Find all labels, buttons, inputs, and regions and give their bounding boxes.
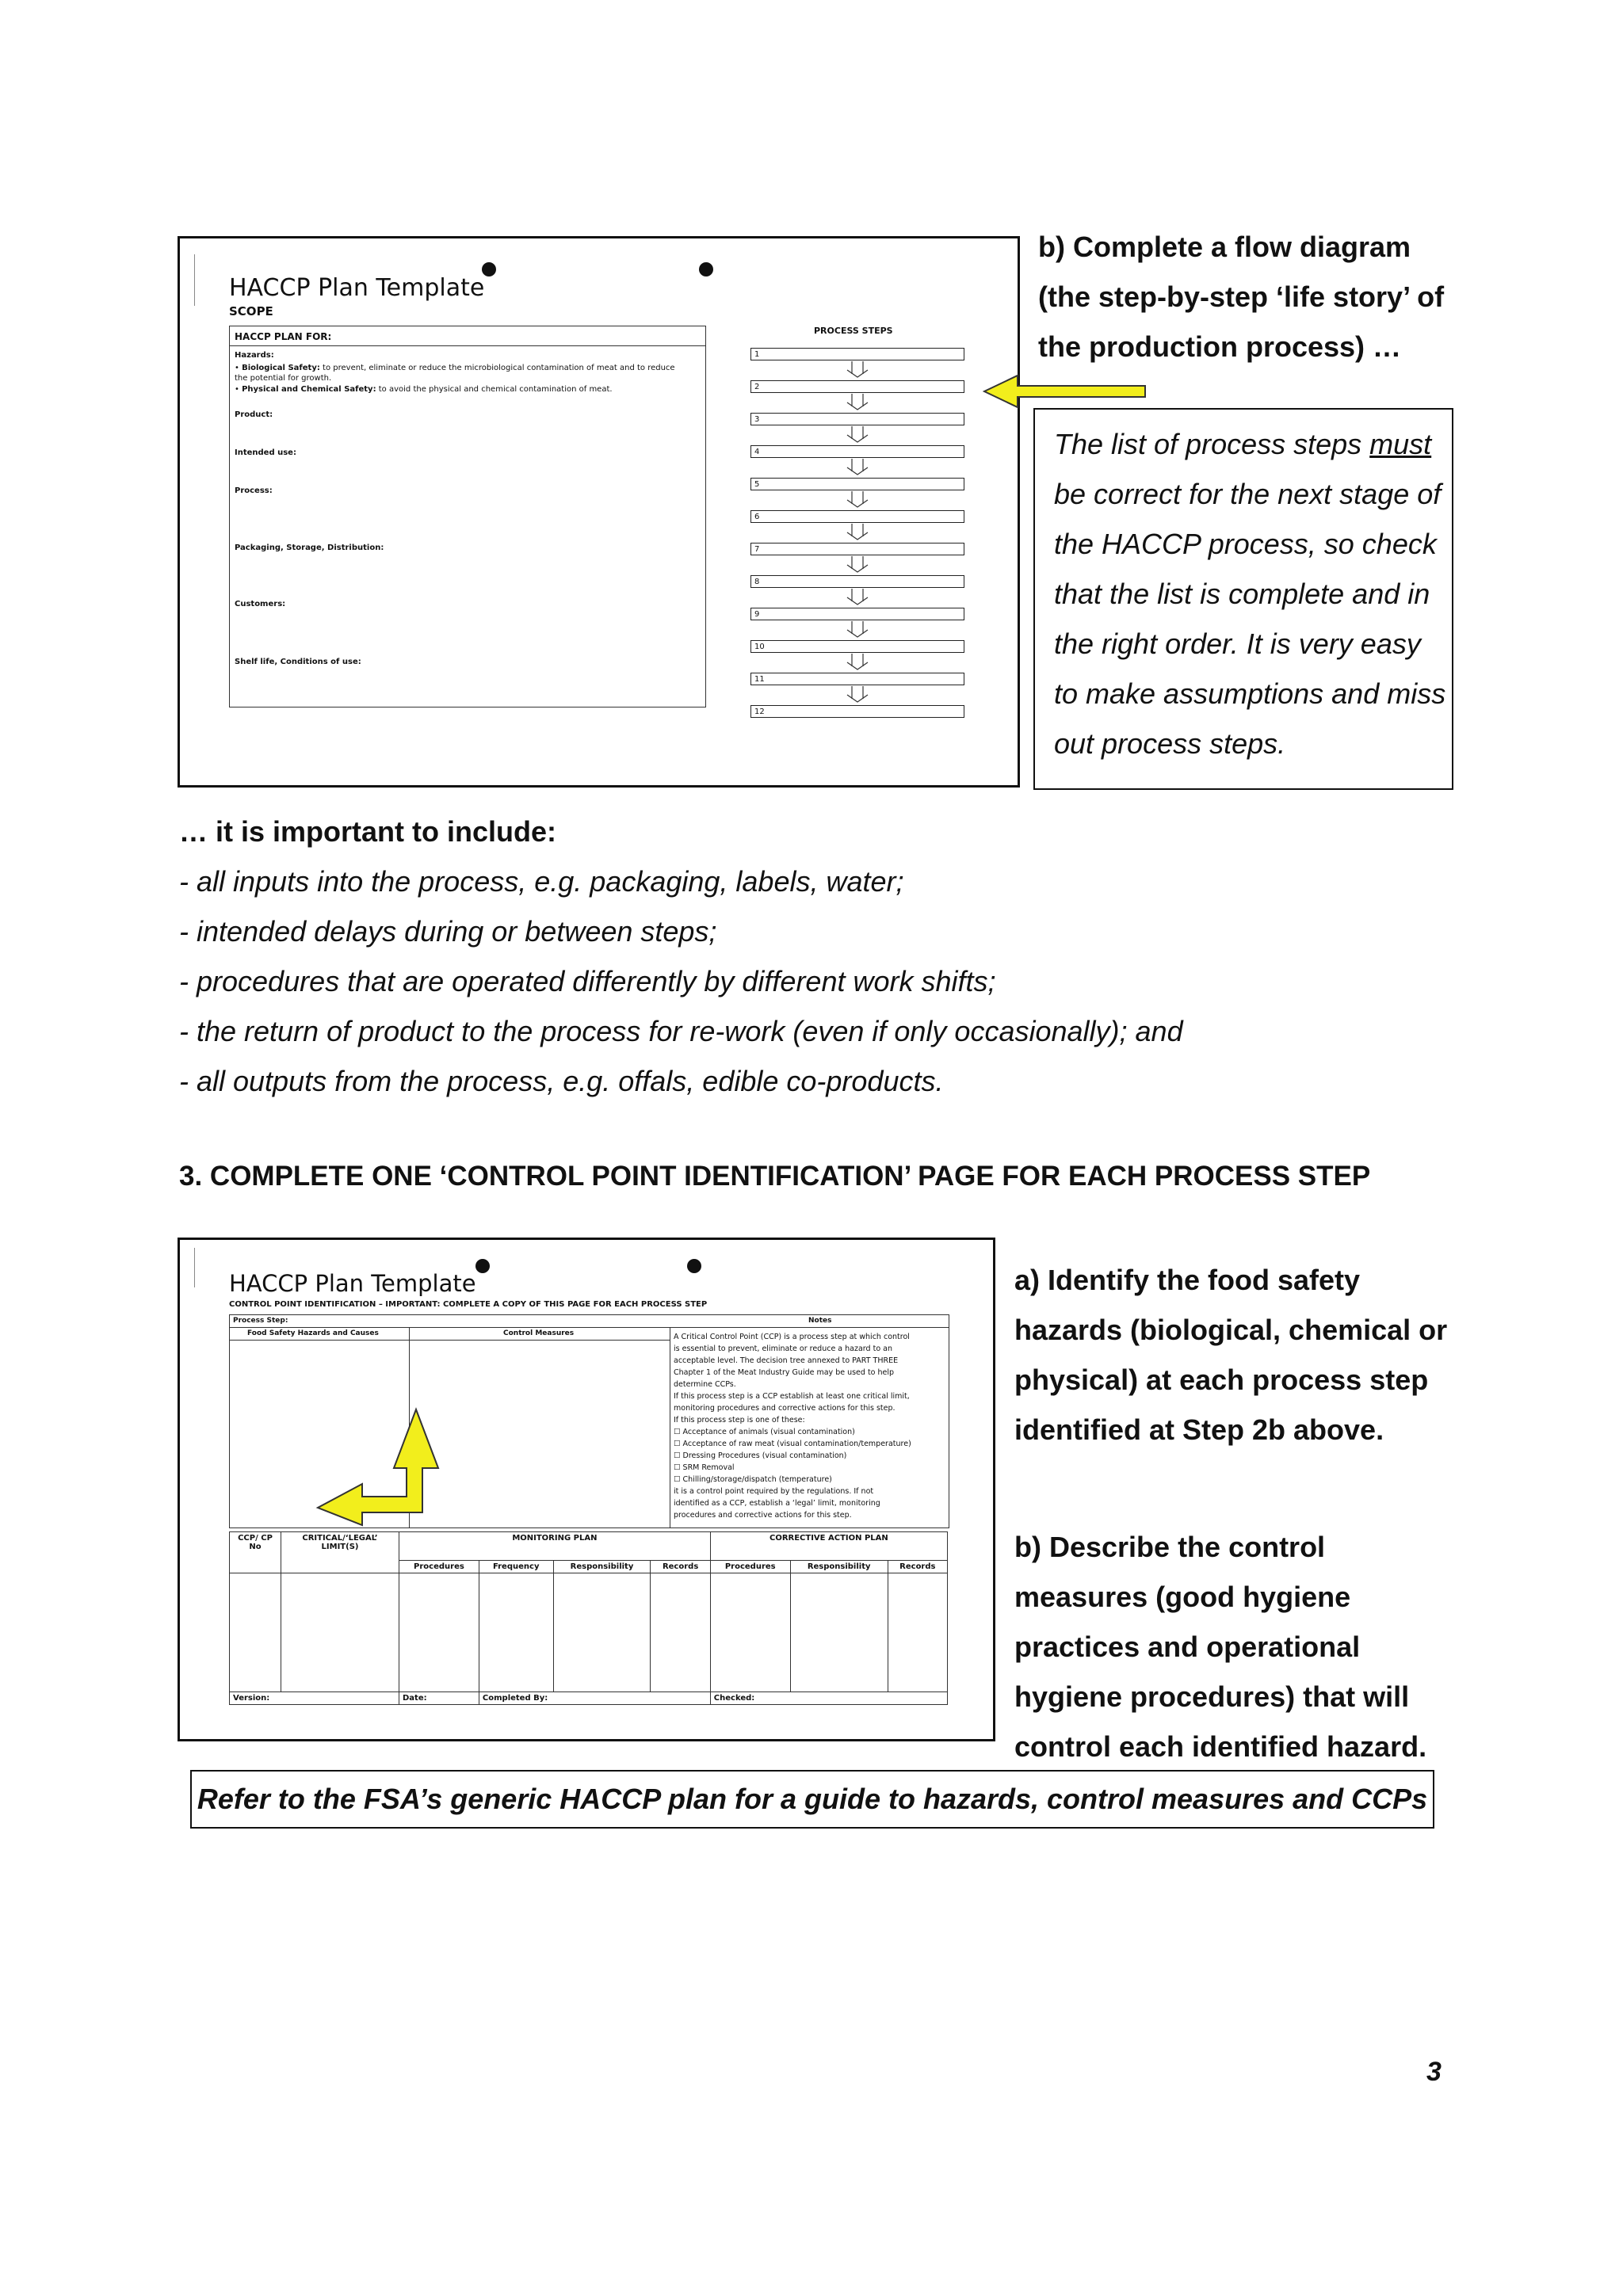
notes-line: If this process step is a CCP establish at least one critical limit, (674, 1392, 910, 1401)
template-title: HACCP Plan Template (229, 1270, 476, 1297)
control-plan-table (229, 1531, 948, 1705)
table-cell (230, 1573, 281, 1692)
hazards-col-header: Food Safety Hazards and Causes (247, 1329, 379, 1337)
process-step-box: 3 (750, 413, 964, 425)
process-steps-list (750, 348, 966, 744)
process-step-box: 6 (750, 510, 964, 523)
heading-line: a) Identify the food safety (1014, 1264, 1361, 1296)
note-line: out process steps. (1054, 727, 1286, 760)
control-point-template-image (178, 1238, 995, 1741)
mon-col-responsibility: Responsibility (553, 1561, 651, 1573)
heading-line: the production process) … (1038, 330, 1402, 363)
notes-line: ☐ Acceptance of raw meat (visual contamination/temperature) (674, 1440, 911, 1448)
notes-line: If this process step is one of these: (674, 1416, 805, 1425)
process-step-box: 4 (750, 445, 964, 458)
corrective-plan-header: CORRECTIVE ACTION PLAN (710, 1532, 947, 1561)
template-title: HACCP Plan Template (229, 274, 485, 302)
table-cell (479, 1573, 553, 1692)
notes-line: Chapter 1 of the Meat Industry Guide may be used to help (674, 1368, 895, 1377)
field-packaging: Packaging, Storage, Distribution: (235, 543, 384, 552)
field-product: Product: (235, 410, 273, 419)
field-intended-use: Intended use: (235, 448, 296, 457)
bullet-text: to avoid the physical and chemical contamination of meat. (378, 385, 613, 394)
mon-col-procedures: Procedures (399, 1561, 479, 1573)
describe-control-heading (1014, 1522, 1617, 1772)
notes-text (674, 1331, 947, 1521)
footer-date: Date: (399, 1692, 479, 1705)
scan-margin-line (194, 1248, 195, 1287)
process-step-box: 1 (750, 348, 964, 360)
identify-hazards-heading (1014, 1255, 1617, 1455)
table-cell (888, 1573, 947, 1692)
process-step-box: 7 (750, 543, 964, 555)
heading-line: practices and operational (1014, 1630, 1361, 1663)
punch-hole (687, 1259, 701, 1273)
note-line: the right order. It is very easy (1054, 627, 1421, 660)
divider (230, 1327, 949, 1328)
table-cell (281, 1573, 399, 1692)
refer-fsa-box (190, 1770, 1434, 1829)
footer-version: Version: (230, 1692, 399, 1705)
heading-line: hygiene procedures) that will (1014, 1680, 1410, 1713)
punch-hole (699, 262, 713, 277)
note-line: be correct for the next stage of (1054, 478, 1442, 510)
include-item: - procedures that are operated differently by different work shifts; (179, 965, 996, 997)
table-cell (399, 1573, 479, 1692)
scope-template-image (178, 236, 1020, 788)
critical-limit-header: CRITICAL/‘LEGAL’ LIMIT(S) (281, 1532, 399, 1573)
notes-line: monitoring procedures and corrective actions for this step. (674, 1404, 896, 1413)
note-line: that the list is complete and in (1054, 578, 1430, 610)
table-cell (710, 1573, 790, 1692)
include-item: - intended delays during or between steps; (179, 915, 717, 948)
divider (230, 345, 705, 346)
heading-line: hazards (biological, chemical or (1014, 1314, 1448, 1346)
include-section (179, 807, 1526, 1106)
cor-col-procedures: Procedures (710, 1561, 790, 1573)
field-process: Process: (235, 486, 273, 495)
must-emphasis: must (1369, 428, 1432, 460)
heading-line: measures (good hygiene (1014, 1581, 1351, 1613)
notes-line: identified as a CCP, establish a ‘legal’ limit, monitoring (674, 1499, 880, 1508)
notes-line: ☐ Chilling/storage/dispatch (temperature) (674, 1475, 832, 1484)
bullet-bold: Biological Safety: (242, 364, 320, 372)
section-3-heading: 3. COMPLETE ONE ‘CONTROL POINT IDENTIFICATION’ PAGE FOR EACH PROCESS STEP (179, 1161, 1371, 1192)
notes-line: ☐ Acceptance of animals (visual contamination) (674, 1428, 855, 1436)
scope-form (229, 326, 706, 707)
hazards-label: Hazards: (235, 351, 274, 360)
bullet-bold: Physical and Chemical Safety: (242, 385, 376, 394)
field-shelf-life: Shelf life, Conditions of use: (235, 658, 361, 666)
notes-line: it is a control point required by the regulations. If not (674, 1487, 874, 1496)
heading-line: physical) at each process step (1014, 1363, 1429, 1396)
mon-col-records: Records (651, 1561, 710, 1573)
note-line: to make assumptions and miss (1054, 677, 1446, 710)
notes-line: ☐ SRM Removal (674, 1463, 735, 1472)
hazard-bullet-2: • Physical and Chemical Safety: to avoid the physical and chemical contamination of meat. (235, 385, 613, 394)
control-col-header: Control Measures (503, 1329, 575, 1337)
monitoring-plan-header: MONITORING PLAN (399, 1532, 711, 1561)
template-subtitle: SCOPE (229, 304, 273, 318)
include-item: - the return of product to the process for re-work (even if only occasionally); and (179, 1015, 1183, 1047)
yellow-arrow-left-icon (983, 372, 1149, 410)
include-item: - all inputs into the process, e.g. packaging, labels, water; (179, 865, 904, 898)
mon-col-frequency: Frequency (479, 1561, 553, 1573)
notes-line: ☐ Dressing Procedures (visual contamination) (674, 1451, 847, 1460)
include-item: - all outputs from the process, e.g. offals, edible co-products. (179, 1065, 944, 1097)
heading-line: (the step-by-step ‘life story’ of (1038, 280, 1445, 313)
note-text: The list of process steps (1054, 428, 1370, 460)
table-cell (790, 1573, 888, 1692)
notes-line: procedures and corrective actions for this step. (674, 1511, 852, 1520)
note-line: the HACCP process, so check (1054, 528, 1437, 560)
process-steps-note-box (1033, 408, 1453, 790)
footer-completed-by: Completed By: (479, 1692, 710, 1705)
template-subtitle: CONTROL POINT IDENTIFICATION – IMPORTANT: COMPLETE A COPY OF THIS PAGE FOR EACH PROCESS STEP (229, 1300, 708, 1309)
process-step-box: 12 (750, 705, 964, 718)
field-customers: Customers: (235, 600, 286, 608)
note-line (1054, 419, 1452, 469)
heading-line: identified at Step 2b above. (1014, 1413, 1384, 1446)
punch-hole (475, 1259, 490, 1273)
process-step-label: Process Step: (233, 1317, 288, 1325)
scan-margin-line (194, 254, 195, 306)
notes-line: acceptable level. The decision tree annexed to PART THREE (674, 1356, 899, 1365)
table-cell (553, 1573, 651, 1692)
notes-label: Notes (808, 1317, 832, 1325)
notes-line: A Critical Control Point (CCP) is a process step at which control (674, 1333, 910, 1341)
divider (230, 1340, 670, 1341)
yellow-bent-arrow-icon (315, 1406, 473, 1533)
heading-line: control each identified hazard. (1014, 1730, 1427, 1763)
process-step-box: 8 (750, 575, 964, 588)
notes-line: is essential to prevent, eliminate or reduce a hazard to an (674, 1344, 892, 1353)
flow-diagram-heading (1038, 222, 1609, 372)
process-step-box: 10 (750, 640, 964, 653)
notes-line: determine CCPs. (674, 1380, 736, 1389)
ccp-no-header: CCP/ CP No (230, 1532, 281, 1573)
cor-col-responsibility: Responsibility (790, 1561, 888, 1573)
footer-checked: Checked: (710, 1692, 947, 1705)
process-step-box: 5 (750, 478, 964, 490)
process-step-box: 11 (750, 673, 964, 685)
heading-line: b) Describe the control (1014, 1531, 1326, 1563)
bullet-text: to prevent, eliminate or reduce the microbiological contamination of meat and to reduce the potential for growth. (235, 364, 675, 383)
plan-for-label: HACCP PLAN FOR: (235, 331, 332, 342)
include-heading: … it is important to include: (179, 815, 556, 848)
step-down-arrows (750, 348, 966, 720)
refer-fsa-text: Refer to the FSA’s generic HACCP plan for a guide to hazards, control measures and CCPs (197, 1783, 1428, 1815)
cor-col-records: Records (888, 1561, 947, 1573)
hazard-bullet-1: • Biological Safety: to prevent, eliminate or reduce the microbiological contamination of meat and to reduce the potential for growth. (235, 364, 675, 383)
page-number: 3 (1426, 2057, 1442, 2087)
heading-line: b) Complete a flow diagram (1038, 231, 1411, 263)
process-step-box: 2 (750, 380, 964, 393)
table-cell (651, 1573, 710, 1692)
process-steps-title: PROCESS STEPS (814, 326, 893, 336)
process-step-box: 9 (750, 608, 964, 620)
